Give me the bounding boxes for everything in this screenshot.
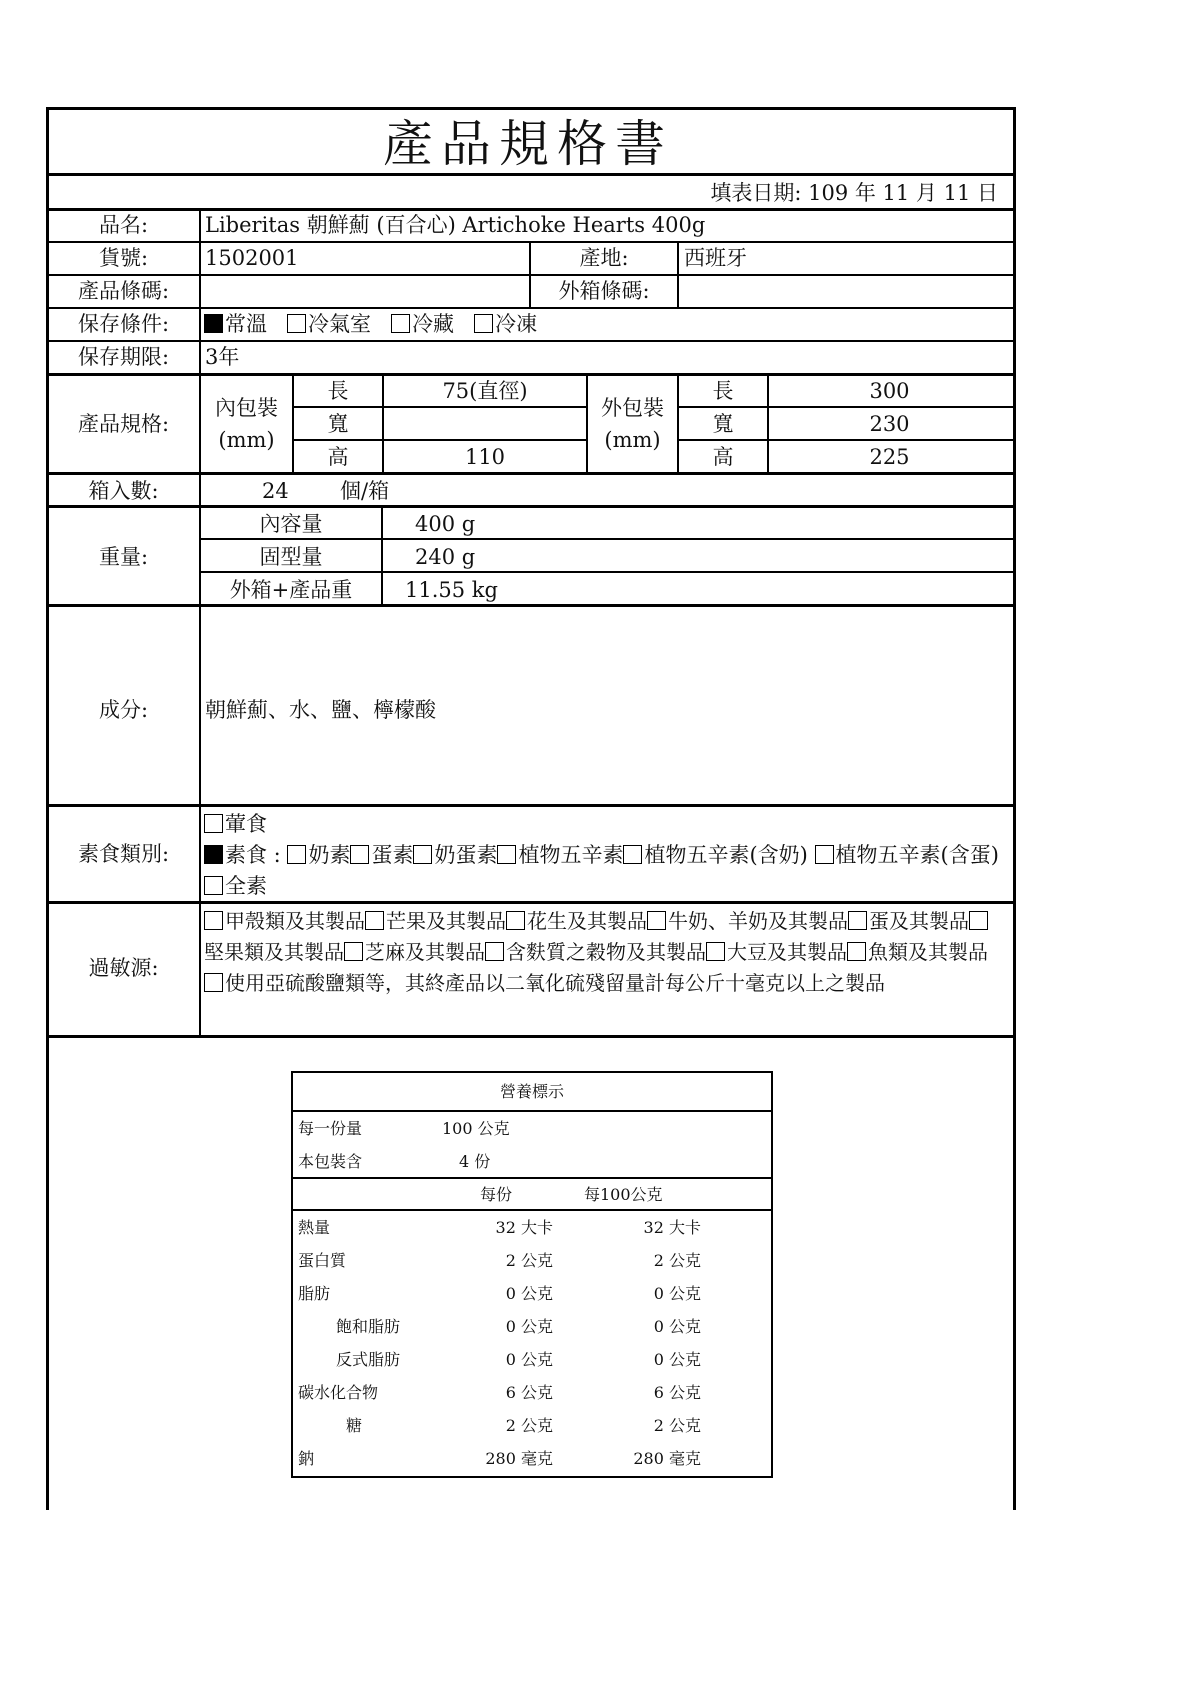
divider (46, 173, 1013, 176)
ingredients-label: 成分: (98, 698, 149, 722)
divider (46, 472, 1013, 475)
divider (293, 1110, 771, 1112)
item-no-value: 1502001 (205, 246, 299, 270)
nutrient-per-serving: 2 公克 (505, 1251, 553, 1270)
vegetarian-option-veg[interactable]: 素食 : (204, 843, 281, 867)
nutrient-name: 反式脂肪 (336, 1350, 401, 1369)
nutrient-per-serving: 0 公克 (505, 1284, 553, 1303)
nutrition-facts-table (291, 1071, 773, 1478)
checkbox-icon (204, 973, 223, 992)
origin-value: 西班牙 (684, 246, 747, 270)
outer-pack-unit: (mm) (604, 428, 661, 452)
divider (293, 1177, 771, 1179)
inner-height-label: 高 (327, 445, 349, 469)
divider (677, 439, 1013, 441)
storage-option[interactable]: 冷凍 (474, 312, 537, 336)
barcode-label: 產品條碼: (77, 279, 170, 303)
nutrient-per-serving: 32 大卡 (495, 1218, 553, 1237)
label-column-divider (199, 208, 201, 1037)
nutrient-name: 碳水化合物 (298, 1383, 379, 1402)
inner-pack-label: 內包裝 (215, 396, 278, 420)
checkbox-icon (815, 845, 834, 864)
checkbox-checked-icon (204, 845, 223, 864)
divider (46, 1035, 1013, 1038)
nutrient-per-100g: 0 公克 (653, 1350, 701, 1369)
divider (677, 406, 1013, 408)
gross-weight-label: 外箱+產品重 (229, 578, 353, 602)
spec-label: 產品規格: (77, 412, 170, 436)
vegetarian-options (204, 809, 1004, 902)
divider (46, 340, 1013, 342)
vegetarian-option[interactable]: 蛋素 (350, 843, 413, 867)
nutrient-name: 糖 (346, 1416, 363, 1435)
divider (199, 571, 1013, 573)
product-name-label: 品名: (98, 213, 149, 237)
checkbox-icon (365, 911, 384, 930)
allergen-option[interactable]: 芝麻及其製品 (344, 940, 485, 964)
checkbox-icon (969, 911, 988, 930)
allergen-option[interactable]: 甲殼類及其製品 (204, 909, 365, 933)
ingredients-value: 朝鮮薊、水、鹽、檸檬酸 (205, 698, 436, 722)
case-count-unit: 個/箱 (340, 479, 390, 503)
divider (586, 373, 588, 474)
storage-option[interactable]: 常溫 (204, 312, 267, 336)
allergen-option[interactable]: 使用亞硫酸鹽類等，其終產品以二氧化硫殘留量計每公斤十毫克以上之製品 (204, 971, 885, 995)
vegetarian-option[interactable]: 植物五辛素 (497, 843, 623, 867)
inner-length-value: 75(直徑) (442, 379, 528, 403)
serving-size-label: 每一份量 (298, 1119, 363, 1138)
col-per-serving: 每份 (480, 1185, 513, 1204)
nutrient-per-serving: 6 公克 (505, 1383, 553, 1402)
col-per-100g: 每100公克 (584, 1185, 663, 1204)
checkbox-icon (848, 911, 867, 930)
net-weight-label: 內容量 (259, 512, 323, 536)
allergen-option[interactable]: 花生及其製品 (506, 909, 647, 933)
divider (46, 373, 1013, 376)
checkbox-icon (204, 814, 223, 833)
vegetarian-option[interactable]: 奶蛋素 (413, 843, 497, 867)
allergen-label: 過敏源: (88, 956, 159, 980)
inner-length-label: 長 (327, 379, 349, 403)
nutrient-per-serving: 2 公克 (505, 1416, 553, 1435)
vegetarian-option-meat[interactable]: 葷食 (204, 809, 1004, 840)
shelf-life-label: 保存期限: (77, 345, 170, 369)
outer-height-label: 高 (712, 445, 734, 469)
drained-weight-value: 240 g (415, 545, 476, 569)
divider (677, 241, 679, 309)
divider (292, 439, 587, 441)
divider (46, 604, 1013, 607)
inner-height-value: 110 (464, 445, 506, 469)
checkbox-icon (391, 314, 410, 333)
product-name-value: Liberitas 朝鮮薊 (百合心) Artichoke Hearts 400g (205, 213, 706, 237)
item-no-label: 貨號: (98, 246, 149, 270)
checkbox-icon (287, 314, 306, 333)
checkbox-icon (344, 942, 363, 961)
checkbox-icon (204, 876, 223, 895)
allergen-option[interactable]: 牛奶、羊奶及其製品 (647, 909, 848, 933)
outer-width-value: 230 (869, 412, 910, 436)
allergen-option[interactable]: 魚類及其製品 (847, 940, 988, 964)
shelf-life-value: 3年 (205, 345, 240, 369)
drained-weight-label: 固型量 (259, 545, 323, 569)
servings-value: 4 份 (459, 1152, 491, 1171)
allergen-option[interactable]: 堅果類及其製品 (204, 909, 990, 964)
allergen-option[interactable]: 芒果及其製品 (365, 909, 506, 933)
checkbox-icon (350, 845, 369, 864)
nutrient-name: 脂肪 (298, 1284, 331, 1303)
carton-barcode-label: 外箱條碼: (558, 279, 650, 303)
checkbox-icon (413, 845, 432, 864)
vegetarian-option[interactable]: 植物五辛素(含奶) (623, 843, 807, 867)
checkbox-icon (706, 942, 725, 961)
divider (46, 505, 1013, 508)
allergen-options (204, 906, 996, 999)
nutrient-per-serving: 0 公克 (505, 1317, 553, 1336)
weight-label: 重量: (98, 545, 149, 569)
divider (199, 538, 1013, 540)
allergen-option[interactable]: 大豆及其製品 (706, 940, 847, 964)
checkbox-icon (204, 911, 223, 930)
checkbox-checked-icon (204, 314, 223, 333)
divider (381, 505, 383, 606)
gross-weight-value: 11.55 kg (405, 578, 498, 602)
vegetarian-option[interactable]: 全素 (204, 874, 267, 898)
nutrient-per-100g: 2 公克 (653, 1416, 701, 1435)
nutrient-per-100g: 280 毫克 (633, 1449, 701, 1468)
checkbox-icon (647, 911, 666, 930)
origin-label: 產地: (579, 246, 629, 270)
nutrient-per-serving: 280 毫克 (485, 1449, 553, 1468)
nutrient-per-100g: 0 公克 (653, 1284, 701, 1303)
nutrient-per-100g: 32 大卡 (643, 1218, 701, 1237)
inner-width-label: 寬 (327, 412, 349, 436)
divider (292, 406, 587, 408)
nutrient-name: 飽和脂肪 (336, 1317, 401, 1336)
vegetarian-label: 素食類別: (77, 842, 170, 866)
checkbox-icon (506, 911, 525, 930)
nutrition-title: 營養標示 (499, 1082, 564, 1101)
case-count-value: 24 (262, 479, 289, 503)
nutrient-name: 熱量 (298, 1218, 331, 1237)
checkbox-icon (485, 942, 504, 961)
checkbox-icon (847, 942, 866, 961)
checkbox-icon (497, 845, 516, 864)
fill-date: 填表日期: 109 年 11 月 11 日 (710, 181, 998, 205)
outer-pack-label: 外包裝 (601, 396, 664, 420)
nutrient-per-100g: 6 公克 (653, 1383, 701, 1402)
checkbox-icon (474, 314, 493, 333)
outer-height-value: 225 (869, 445, 910, 469)
checkbox-icon (623, 845, 642, 864)
divider (46, 804, 1013, 807)
storage-label: 保存條件: (77, 312, 170, 336)
nutrient-name: 蛋白質 (298, 1251, 347, 1270)
nutrient-name: 鈉 (298, 1449, 315, 1468)
outer-length-label: 長 (712, 379, 734, 403)
serving-size-value: 100 公克 (442, 1119, 510, 1138)
outer-width-label: 寬 (712, 412, 734, 436)
allergen-option[interactable]: 含麩質之穀物及其製品 (485, 940, 706, 964)
outer-length-value: 300 (869, 379, 910, 403)
storage-options (204, 310, 537, 338)
vegetarian-option[interactable]: 奶素 (287, 843, 350, 867)
storage-option[interactable]: 冷藏 (391, 312, 454, 336)
net-weight-value: 400 g (415, 512, 476, 536)
divider (293, 1209, 771, 1211)
checkbox-icon (287, 845, 306, 864)
case-count-label: 箱入數: (88, 479, 159, 503)
nutrient-per-serving: 0 公克 (505, 1350, 553, 1369)
servings-label: 本包裝含 (298, 1152, 363, 1171)
nutrient-per-100g: 0 公克 (653, 1317, 701, 1336)
storage-option[interactable]: 冷氣室 (287, 312, 371, 336)
nutrient-per-100g: 2 公克 (653, 1251, 701, 1270)
inner-pack-unit: (mm) (218, 428, 275, 452)
allergen-option[interactable]: 蛋及其製品 (848, 909, 969, 933)
vegetarian-option[interactable]: 植物五辛素(含蛋) (815, 843, 999, 867)
page-title: 產品規格書 (383, 115, 673, 173)
